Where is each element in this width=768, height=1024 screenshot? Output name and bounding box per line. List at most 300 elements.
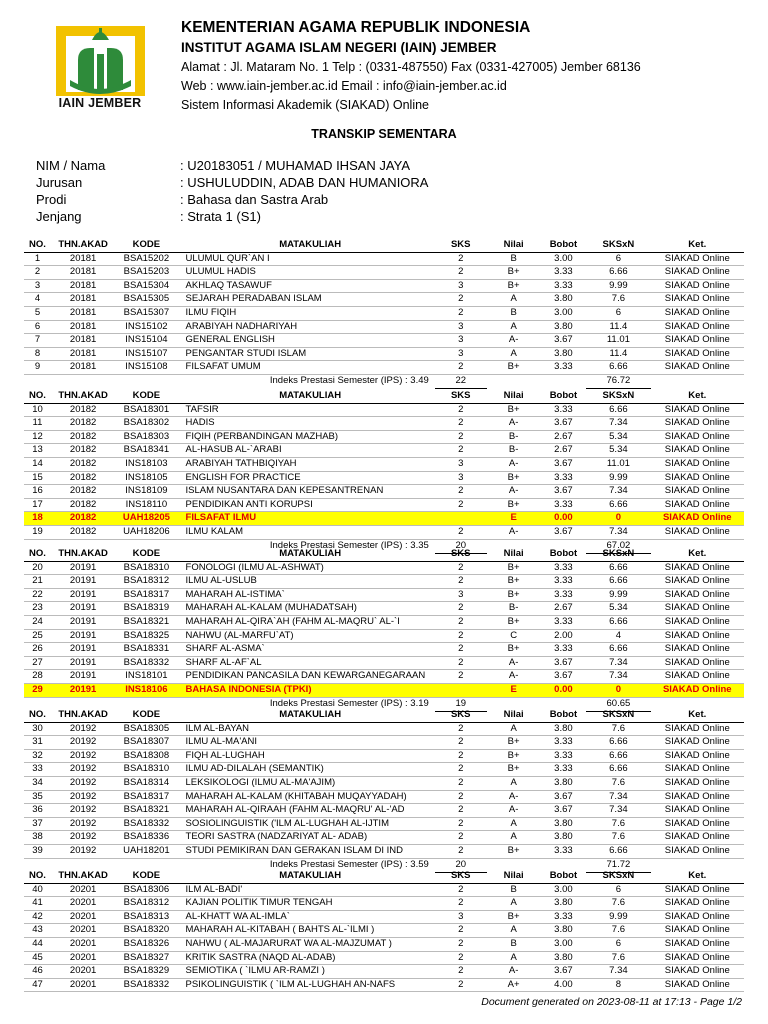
table-cell: 2 bbox=[435, 575, 487, 589]
table-cell: 11.01 bbox=[586, 457, 650, 471]
table-row bbox=[24, 844, 744, 858]
spacer-cell bbox=[651, 374, 744, 388]
table-cell: C bbox=[487, 629, 541, 643]
column-header: KODE bbox=[115, 239, 177, 252]
table-cell: 3.80 bbox=[541, 293, 587, 307]
table-cell: B+ bbox=[487, 615, 541, 629]
semester-table bbox=[24, 709, 744, 873]
table-cell: 20181 bbox=[51, 320, 115, 334]
table-cell: 20182 bbox=[51, 430, 115, 444]
table-cell: 2 bbox=[435, 897, 487, 911]
table-cell: 0 bbox=[586, 683, 650, 697]
table-cell: 6.66 bbox=[586, 763, 650, 777]
ips-row bbox=[24, 374, 744, 388]
table-cell: PENDIDIKAN ANTI KORUPSI bbox=[178, 498, 435, 512]
table-cell: 23 bbox=[24, 602, 51, 616]
column-header: Nilai bbox=[487, 239, 541, 252]
table-row bbox=[24, 512, 744, 526]
table-cell: A bbox=[487, 347, 541, 361]
table-cell: 38 bbox=[24, 831, 51, 845]
table-cell: ILMU AD-DILALAH (SEMANTIK) bbox=[178, 763, 435, 777]
table-cell: 2 bbox=[435, 656, 487, 670]
table-cell: 6.66 bbox=[586, 643, 650, 657]
table-row bbox=[24, 951, 744, 965]
table-cell: SIAKAD Online bbox=[651, 320, 744, 334]
table-cell: 20192 bbox=[51, 804, 115, 818]
table-cell: 9.99 bbox=[586, 471, 650, 485]
table-cell: A- bbox=[487, 670, 541, 684]
table-cell: PENDIDIKAN PANCASILA DAN KEWARGANEGARAAN bbox=[178, 670, 435, 684]
ips-label: Indeks Prestasi Semester (IPS) : 3.19 bbox=[269, 697, 429, 709]
table-cell: 7.6 bbox=[586, 831, 650, 845]
table-cell: SIAKAD Online bbox=[651, 897, 744, 911]
table-cell: 3.00 bbox=[541, 252, 587, 266]
table-cell: 11.4 bbox=[586, 347, 650, 361]
table-cell: 3.67 bbox=[541, 790, 587, 804]
table-cell: AKHLAQ TASAWUF bbox=[178, 279, 435, 293]
table-cell: 20201 bbox=[51, 883, 115, 897]
table-cell: 3.67 bbox=[541, 457, 587, 471]
table-cell: 2 bbox=[435, 444, 487, 458]
table-cell: SIAKAD Online bbox=[651, 347, 744, 361]
column-header: NO. bbox=[24, 390, 51, 403]
table-cell: INS18106 bbox=[115, 683, 177, 697]
table-cell: A- bbox=[487, 790, 541, 804]
table-cell: 20192 bbox=[51, 831, 115, 845]
table-cell: INS15104 bbox=[115, 334, 177, 348]
table-cell: SOSIOLINGUISTIK ('ILM AL-LUGHAH AL-IJTIM bbox=[178, 817, 435, 831]
column-header: Nilai bbox=[487, 709, 541, 722]
table-cell: B+ bbox=[487, 736, 541, 750]
table-cell: 20192 bbox=[51, 776, 115, 790]
table-cell: 2 bbox=[435, 736, 487, 750]
table-cell: 3.33 bbox=[541, 403, 587, 417]
table-cell: BAHASA INDONESIA (TPKI) bbox=[178, 683, 435, 697]
table-cell: SIAKAD Online bbox=[651, 790, 744, 804]
table-cell: 3.80 bbox=[541, 347, 587, 361]
table-cell: SIAKAD Online bbox=[651, 910, 744, 924]
table-cell: 2 bbox=[435, 763, 487, 777]
table-cell: 11 bbox=[24, 417, 51, 431]
table-cell: 6.66 bbox=[586, 615, 650, 629]
table-cell: HADIS bbox=[178, 417, 435, 431]
table-row bbox=[24, 897, 744, 911]
info-row-prodi: Prodi : Bahasa dan Sastra Arab bbox=[36, 192, 329, 207]
table-row bbox=[24, 602, 744, 616]
sksn-total: 76.72 bbox=[586, 374, 650, 388]
table-cell: ULUMUL HADIS bbox=[178, 266, 435, 280]
table-cell: 12 bbox=[24, 430, 51, 444]
table-cell: 6.66 bbox=[586, 844, 650, 858]
table-cell: 5 bbox=[24, 306, 51, 320]
table-cell: 2.67 bbox=[541, 444, 587, 458]
table-cell: BSA18341 bbox=[115, 444, 177, 458]
table-cell: 2 bbox=[435, 615, 487, 629]
table-cell: 2 bbox=[435, 266, 487, 280]
column-header: SKSxN bbox=[586, 870, 650, 883]
table-row bbox=[24, 790, 744, 804]
table-row bbox=[24, 831, 744, 845]
table-cell: 3 bbox=[435, 279, 487, 293]
table-cell: 7 bbox=[24, 334, 51, 348]
sksn-total: 67.02 bbox=[586, 539, 650, 553]
table-row bbox=[24, 293, 744, 307]
table-cell: 20192 bbox=[51, 817, 115, 831]
column-header: NO. bbox=[24, 709, 51, 722]
table-cell: A- bbox=[487, 965, 541, 979]
table-cell: 0 bbox=[586, 512, 650, 526]
table-cell: 28 bbox=[24, 670, 51, 684]
table-cell: 3.80 bbox=[541, 817, 587, 831]
table-cell: BSA18332 bbox=[115, 978, 177, 992]
table-cell: 20201 bbox=[51, 965, 115, 979]
table-row bbox=[24, 403, 744, 417]
table-row bbox=[24, 266, 744, 280]
table-cell: 15 bbox=[24, 471, 51, 485]
table-cell: SIAKAD Online bbox=[651, 417, 744, 431]
table-cell: 20192 bbox=[51, 722, 115, 736]
table-cell: 3 bbox=[435, 588, 487, 602]
column-header: SKSxN bbox=[586, 548, 650, 561]
table-cell: BSA18336 bbox=[115, 831, 177, 845]
table-cell: 4.00 bbox=[541, 978, 587, 992]
table-cell: 3.33 bbox=[541, 736, 587, 750]
table-cell: 3.00 bbox=[541, 306, 587, 320]
column-header: Ket. bbox=[651, 709, 744, 722]
sksn-total: 71.72 bbox=[586, 858, 650, 872]
table-cell: BSA15307 bbox=[115, 306, 177, 320]
table-cell: 47 bbox=[24, 978, 51, 992]
table-row bbox=[24, 978, 744, 992]
table-cell: 46 bbox=[24, 965, 51, 979]
table-cell: 14 bbox=[24, 457, 51, 471]
table-cell: 6 bbox=[586, 883, 650, 897]
table-cell: 3 bbox=[435, 457, 487, 471]
table-cell: 3.00 bbox=[541, 937, 587, 951]
table-cell: 2 bbox=[24, 266, 51, 280]
table-row bbox=[24, 656, 744, 670]
table-cell: 31 bbox=[24, 736, 51, 750]
table-cell: BSA18325 bbox=[115, 629, 177, 643]
table-cell: 16 bbox=[24, 485, 51, 499]
table-cell: PSIKOLINGUISTIK ( `ILM AL-LUGHAH AN-NAFS bbox=[178, 978, 435, 992]
table-cell: ISLAM NUSANTARA DAN KEPESANTRENAN bbox=[178, 485, 435, 499]
table-cell: 6.66 bbox=[586, 749, 650, 763]
table-cell: SIAKAD Online bbox=[651, 252, 744, 266]
table-cell: 7.34 bbox=[586, 790, 650, 804]
table-cell: 3.80 bbox=[541, 951, 587, 965]
table-cell: 9.99 bbox=[586, 910, 650, 924]
table-cell: 2 bbox=[435, 978, 487, 992]
ips-label: Indeks Prestasi Semester (IPS) : 3.35 bbox=[269, 539, 429, 551]
table-cell: 2 bbox=[435, 629, 487, 643]
table-cell: 45 bbox=[24, 951, 51, 965]
table-cell: ILMU FIQIH bbox=[178, 306, 435, 320]
table-cell: FONOLOGI (ILMU AL-ASHWAT) bbox=[178, 561, 435, 575]
table-cell: 20182 bbox=[51, 512, 115, 526]
table-cell: A bbox=[487, 776, 541, 790]
table-cell: 2 bbox=[435, 951, 487, 965]
table-cell: 2 bbox=[435, 776, 487, 790]
table-cell: AL-KHATT WA AL-IMLA` bbox=[178, 910, 435, 924]
table-cell: 7.6 bbox=[586, 776, 650, 790]
table-cell: B+ bbox=[487, 763, 541, 777]
table-cell: MAHARAH AL-QIRA`AH (FAHM AL-MAQRU` AL-`I bbox=[178, 615, 435, 629]
table-row bbox=[24, 763, 744, 777]
table-cell: BSA18319 bbox=[115, 602, 177, 616]
table-cell: 20191 bbox=[51, 602, 115, 616]
table-cell: A- bbox=[487, 334, 541, 348]
table-cell: 3.80 bbox=[541, 897, 587, 911]
table-cell: BSA18310 bbox=[115, 763, 177, 777]
table-cell: SIAKAD Online bbox=[651, 643, 744, 657]
table-cell: 20181 bbox=[51, 306, 115, 320]
sksn-total: 60.65 bbox=[586, 697, 650, 711]
table-cell: SIAKAD Online bbox=[651, 776, 744, 790]
table-cell: B+ bbox=[487, 588, 541, 602]
sks-total: 20 bbox=[435, 858, 487, 872]
table-row bbox=[24, 817, 744, 831]
table-row bbox=[24, 883, 744, 897]
table-cell: B bbox=[487, 306, 541, 320]
table-cell: 20191 bbox=[51, 656, 115, 670]
column-header: Ket. bbox=[651, 390, 744, 403]
table-cell: 3 bbox=[24, 279, 51, 293]
table-cell: 42 bbox=[24, 910, 51, 924]
table-cell: 6 bbox=[586, 306, 650, 320]
table-cell: 4 bbox=[586, 629, 650, 643]
column-header: Ket. bbox=[651, 870, 744, 883]
table-cell: 40 bbox=[24, 883, 51, 897]
table-cell bbox=[435, 512, 487, 526]
table-cell: A bbox=[487, 722, 541, 736]
table-cell: 3.33 bbox=[541, 643, 587, 657]
table-cell: SIAKAD Online bbox=[651, 722, 744, 736]
table-row bbox=[24, 279, 744, 293]
table-cell: SIAKAD Online bbox=[651, 471, 744, 485]
table-cell: 3.33 bbox=[541, 615, 587, 629]
table-cell: 20 bbox=[24, 561, 51, 575]
table-cell: SIAKAD Online bbox=[651, 763, 744, 777]
table-cell: B+ bbox=[487, 403, 541, 417]
table-cell: BSA18313 bbox=[115, 910, 177, 924]
table-cell: UAH18206 bbox=[115, 525, 177, 539]
table-cell: INS18105 bbox=[115, 471, 177, 485]
table-cell: 20182 bbox=[51, 471, 115, 485]
table-cell: 8 bbox=[586, 978, 650, 992]
table-cell: 3.67 bbox=[541, 485, 587, 499]
table-cell: 20182 bbox=[51, 457, 115, 471]
table-cell: SEMIOTIKA ( `ILMU AR-RAMZI ) bbox=[178, 965, 435, 979]
table-cell: 20191 bbox=[51, 629, 115, 643]
table-cell: 6.66 bbox=[586, 561, 650, 575]
table-cell: SIAKAD Online bbox=[651, 279, 744, 293]
table-cell: 20182 bbox=[51, 417, 115, 431]
table-cell: 2.00 bbox=[541, 629, 587, 643]
table-cell: 2 bbox=[435, 643, 487, 657]
table-cell: BSA18310 bbox=[115, 561, 177, 575]
table-cell: 20181 bbox=[51, 334, 115, 348]
table-cell: 3.33 bbox=[541, 361, 587, 375]
table-row bbox=[24, 347, 744, 361]
table-row bbox=[24, 525, 744, 539]
table-cell: 3 bbox=[435, 320, 487, 334]
table-cell: BSA18320 bbox=[115, 924, 177, 938]
table-cell: 6.66 bbox=[586, 266, 650, 280]
table-cell: 32 bbox=[24, 749, 51, 763]
student-info bbox=[36, 158, 428, 226]
table-row bbox=[24, 561, 744, 575]
generated-footer: Document generated on 2023-08-11 at 17:13 - Page 1/2 bbox=[481, 996, 742, 1008]
table-cell: 7.6 bbox=[586, 951, 650, 965]
table-row bbox=[24, 457, 744, 471]
table-cell: 20182 bbox=[51, 403, 115, 417]
table-cell: 37 bbox=[24, 817, 51, 831]
document-header bbox=[0, 0, 768, 120]
table-cell: ILMU AL-MA'ANI bbox=[178, 736, 435, 750]
table-cell: 6 bbox=[586, 937, 650, 951]
table-cell: 10 bbox=[24, 403, 51, 417]
table-cell: 3 bbox=[435, 334, 487, 348]
info-row-jenjang: Jenjang : Strata 1 (S1) bbox=[36, 209, 261, 224]
table-cell: 20201 bbox=[51, 910, 115, 924]
column-header: SKSxN bbox=[586, 239, 650, 252]
column-header: MATAKULIAH bbox=[178, 870, 435, 883]
table-cell: 4 bbox=[24, 293, 51, 307]
table-cell: 20182 bbox=[51, 525, 115, 539]
table-cell: ULUMUL QUR`AN I bbox=[178, 252, 435, 266]
spacer-cell bbox=[487, 374, 587, 388]
table-cell: SIAKAD Online bbox=[651, 629, 744, 643]
document-title: TRANSKIP SEMENTARA bbox=[311, 127, 457, 141]
table-cell: SIAKAD Online bbox=[651, 444, 744, 458]
table-cell: 18 bbox=[24, 512, 51, 526]
table-cell: BSA18317 bbox=[115, 790, 177, 804]
table-cell: 3.00 bbox=[541, 883, 587, 897]
table-cell: B bbox=[487, 937, 541, 951]
table-cell: BSA18302 bbox=[115, 417, 177, 431]
table-row bbox=[24, 804, 744, 818]
table-cell: 6.66 bbox=[586, 498, 650, 512]
table-row bbox=[24, 588, 744, 602]
table-row bbox=[24, 471, 744, 485]
table-cell: B+ bbox=[487, 910, 541, 924]
table-cell: 7.34 bbox=[586, 804, 650, 818]
table-cell: 27 bbox=[24, 656, 51, 670]
table-cell: FIQIH (PERBANDINGAN MAZHAB) bbox=[178, 430, 435, 444]
table-row bbox=[24, 498, 744, 512]
sks-total: 22 bbox=[435, 374, 487, 388]
table-cell: 9.99 bbox=[586, 279, 650, 293]
table-cell: SIAKAD Online bbox=[651, 844, 744, 858]
table-cell: 7.34 bbox=[586, 525, 650, 539]
table-cell: 3.67 bbox=[541, 656, 587, 670]
table-header-row bbox=[24, 709, 744, 722]
table-cell: 24 bbox=[24, 615, 51, 629]
table-cell: B- bbox=[487, 430, 541, 444]
table-cell: 9.99 bbox=[586, 588, 650, 602]
table-cell: SIAKAD Online bbox=[651, 736, 744, 750]
table-cell: A bbox=[487, 951, 541, 965]
column-header: Nilai bbox=[487, 548, 541, 561]
table-cell: 2 bbox=[435, 937, 487, 951]
table-cell: 35 bbox=[24, 790, 51, 804]
table-cell: B+ bbox=[487, 643, 541, 657]
table-cell: FILSAFAT UMUM bbox=[178, 361, 435, 375]
table-cell: BSA15202 bbox=[115, 252, 177, 266]
table-cell: 3.80 bbox=[541, 776, 587, 790]
logo-caption: IAIN JEMBER bbox=[58, 96, 142, 110]
table-cell: ENGLISH FOR PRACTICE bbox=[178, 471, 435, 485]
table-cell: 3.80 bbox=[541, 831, 587, 845]
table-cell: 3.67 bbox=[541, 417, 587, 431]
table-row bbox=[24, 965, 744, 979]
column-header: SKS bbox=[435, 870, 487, 883]
table-cell: ARABIYAH NADHARIYAH bbox=[178, 320, 435, 334]
table-cell: 2.67 bbox=[541, 602, 587, 616]
table-cell: 9 bbox=[24, 361, 51, 375]
table-cell: 20192 bbox=[51, 790, 115, 804]
column-header: SKSxN bbox=[586, 709, 650, 722]
table-cell: MAHARAH AL-KITABAH ( BAHTS AL-`ILMI ) bbox=[178, 924, 435, 938]
table-cell: 20191 bbox=[51, 615, 115, 629]
table-cell: 20181 bbox=[51, 266, 115, 280]
table-cell: BSA18331 bbox=[115, 643, 177, 657]
column-header: KODE bbox=[115, 390, 177, 403]
ministry-name: KEMENTERIAN AGAMA REPUBLIK INDONESIA bbox=[181, 19, 531, 36]
table-cell: 5.34 bbox=[586, 444, 650, 458]
table-row bbox=[24, 924, 744, 938]
table-cell: 7.6 bbox=[586, 897, 650, 911]
table-cell: SIAKAD Online bbox=[651, 683, 744, 697]
table-cell: 33 bbox=[24, 763, 51, 777]
table-cell: 2 bbox=[435, 430, 487, 444]
table-cell: 3.80 bbox=[541, 320, 587, 334]
column-header: KODE bbox=[115, 870, 177, 883]
table-cell: SHARF AL-AF`AL bbox=[178, 656, 435, 670]
table-cell: 6.66 bbox=[586, 403, 650, 417]
table-cell: B+ bbox=[487, 361, 541, 375]
table-cell: BSA18307 bbox=[115, 736, 177, 750]
table-cell: BSA18301 bbox=[115, 403, 177, 417]
table-cell: SIAKAD Online bbox=[651, 951, 744, 965]
table-cell: SIAKAD Online bbox=[651, 670, 744, 684]
table-row bbox=[24, 643, 744, 657]
table-cell: 0.00 bbox=[541, 512, 587, 526]
table-cell: INS18109 bbox=[115, 485, 177, 499]
column-header: Nilai bbox=[487, 390, 541, 403]
table-cell: 3.33 bbox=[541, 279, 587, 293]
table-cell: 30 bbox=[24, 722, 51, 736]
column-header: MATAKULIAH bbox=[178, 548, 435, 561]
table-cell: 2 bbox=[435, 749, 487, 763]
table-cell: SIAKAD Online bbox=[651, 804, 744, 818]
table-cell: A bbox=[487, 897, 541, 911]
table-cell: A bbox=[487, 320, 541, 334]
table-cell: 29 bbox=[24, 683, 51, 697]
table-cell: B bbox=[487, 252, 541, 266]
table-cell: 7.6 bbox=[586, 924, 650, 938]
table-row bbox=[24, 749, 744, 763]
table-cell: 22 bbox=[24, 588, 51, 602]
table-cell: GENERAL ENGLISH bbox=[178, 334, 435, 348]
table-cell: SIAKAD Online bbox=[651, 831, 744, 845]
table-cell: 3 bbox=[435, 910, 487, 924]
table-row bbox=[24, 361, 744, 375]
table-cell bbox=[435, 683, 487, 697]
table-cell: 20192 bbox=[51, 736, 115, 750]
table-cell: BSA18305 bbox=[115, 722, 177, 736]
